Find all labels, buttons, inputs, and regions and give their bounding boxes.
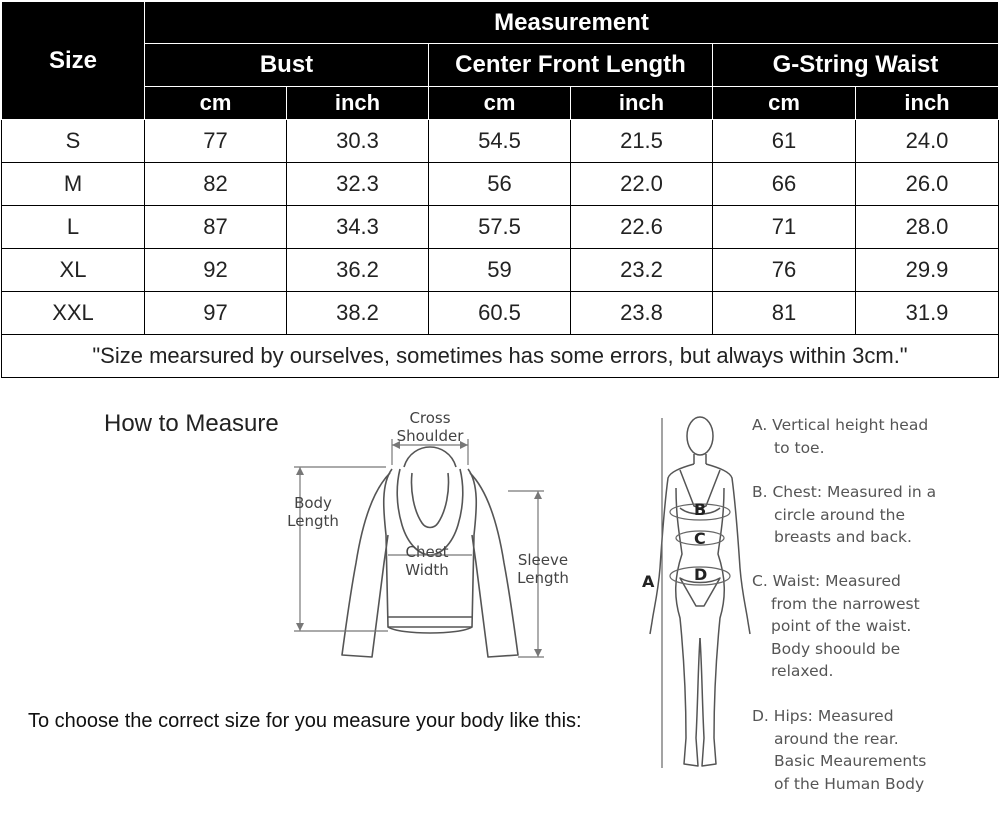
label-line: Length <box>517 569 569 587</box>
table-cell: 34.3 <box>287 206 429 249</box>
table-cell: 30.3 <box>287 120 429 163</box>
measurement-header: Measurement <box>145 2 999 44</box>
table-cell: 87 <box>145 206 287 249</box>
chest-width-label <box>396 543 458 579</box>
table-cell: 82 <box>145 163 287 206</box>
table-cell: 26.0 <box>856 163 999 206</box>
table-cell: 61 <box>713 120 856 163</box>
table-cell: 56 <box>429 163 571 206</box>
table-cell: 22.6 <box>571 206 713 249</box>
legend-line: of the Human Body <box>774 774 925 793</box>
label-line: Length <box>287 512 339 530</box>
legend-line: Body shoould be <box>771 639 901 658</box>
label-line: Chest <box>405 543 449 561</box>
table-cell: 38.2 <box>287 292 429 335</box>
label-b: B <box>694 500 707 519</box>
table-cell: 32.3 <box>287 163 429 206</box>
table-row <box>2 163 999 206</box>
table-cell: 60.5 <box>429 292 571 335</box>
legend-line: relaxed. <box>771 662 834 680</box>
label-c: C <box>694 529 706 548</box>
note-row <box>2 335 999 378</box>
label-line: Body <box>294 494 332 512</box>
bust-header: Bust <box>145 44 429 87</box>
label-line: Cross <box>409 409 451 427</box>
label-line: Sleeve <box>517 551 569 569</box>
table-cell: 21.5 <box>571 120 713 163</box>
label-line: Shoulder <box>396 427 464 445</box>
size-note: "Size mearsured by ourselves, sometimes has some errors, but always within 3cm." <box>2 335 999 378</box>
legend-a <box>752 414 928 459</box>
size-cell: S <box>2 120 145 163</box>
label-d: D <box>694 565 708 584</box>
unit-header: cm <box>713 87 856 120</box>
measure-instruction: To choose the correct size for you measure your body like this: <box>28 710 582 732</box>
legend-line: D. Hips: Measured <box>752 707 894 725</box>
table-cell: 59 <box>429 249 571 292</box>
legend-line: to toe. <box>774 438 825 457</box>
table-row <box>2 120 999 163</box>
legend-d <box>752 705 926 795</box>
table-cell: 28.0 <box>856 206 999 249</box>
unit-header: inch <box>571 87 713 120</box>
table-cell: 36.2 <box>287 249 429 292</box>
table-cell: 31.9 <box>856 292 999 335</box>
legend-line: circle around the <box>774 505 906 524</box>
legend-line: breasts and back. <box>774 528 912 546</box>
unit-header: inch <box>287 87 429 120</box>
size-header: Size <box>2 2 145 120</box>
legend-line: Basic Meaurements <box>774 752 927 770</box>
table-cell: 71 <box>713 206 856 249</box>
size-cell: XXL <box>2 292 145 335</box>
body-figure-illustration <box>640 408 760 778</box>
cross-shoulder-label <box>386 409 474 445</box>
center-front-length-header: Center Front Length <box>429 44 713 87</box>
sleeve-length-label <box>510 551 576 587</box>
table-cell: 92 <box>145 249 287 292</box>
size-chart-table <box>1 1 999 378</box>
size-cell: M <box>2 163 145 206</box>
table-cell: 54.5 <box>429 120 571 163</box>
legend-b <box>752 481 936 549</box>
legend-line: around the rear. <box>774 729 899 748</box>
legend-line: from the narrowest <box>771 594 920 613</box>
table-cell: 23.2 <box>571 249 713 292</box>
unit-header: cm <box>429 87 571 120</box>
label-a: A <box>642 572 655 591</box>
table-cell: 24.0 <box>856 120 999 163</box>
table-cell: 29.9 <box>856 249 999 292</box>
size-cell: XL <box>2 249 145 292</box>
table-cell: 97 <box>145 292 287 335</box>
table-row <box>2 249 999 292</box>
unit-header: cm <box>145 87 287 120</box>
legend-line: point of the waist. <box>771 617 912 635</box>
legend-line: A. Vertical height head <box>752 416 929 434</box>
how-to-measure-title: How to Measure <box>104 410 279 437</box>
table-cell: 22.0 <box>571 163 713 206</box>
body-length-label <box>280 494 346 530</box>
g-string-waist-header: G-String Waist <box>713 44 999 87</box>
table-row <box>2 206 999 249</box>
table-cell: 23.8 <box>571 292 713 335</box>
table-cell: 76 <box>713 249 856 292</box>
table-row <box>2 292 999 335</box>
legend-line: C. Waist: Measured <box>752 572 901 590</box>
table-cell: 66 <box>713 163 856 206</box>
label-line: Width <box>405 561 449 579</box>
size-cell: L <box>2 206 145 249</box>
table-cell: 77 <box>145 120 287 163</box>
table-cell: 81 <box>713 292 856 335</box>
table-cell: 57.5 <box>429 206 571 249</box>
legend-line: B. Chest: Measured in a <box>752 483 937 501</box>
unit-header: inch <box>856 87 999 120</box>
legend-c <box>752 570 920 683</box>
